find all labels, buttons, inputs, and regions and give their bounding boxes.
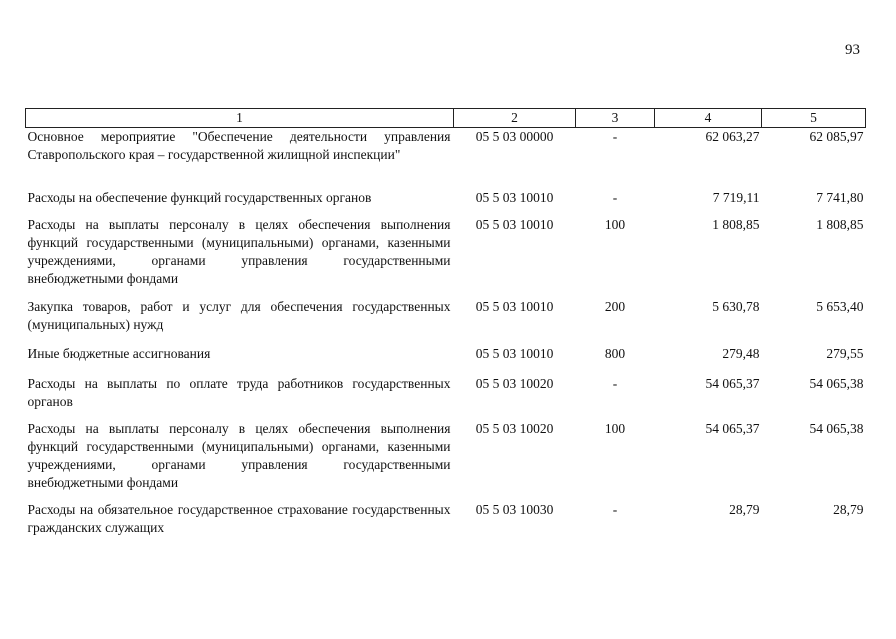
row-code: 05 5 03 00000 bbox=[475, 129, 554, 144]
row-value-1: 54 065,37 bbox=[705, 375, 760, 391]
row-code: 05 5 03 10010 bbox=[475, 345, 554, 361]
table-row bbox=[26, 501, 866, 541]
row-code: 05 5 03 10010 bbox=[475, 189, 554, 205]
row-expense-type: 100 bbox=[604, 420, 626, 436]
table-row bbox=[26, 375, 866, 420]
row-value-2: 5 653,40 bbox=[816, 298, 864, 314]
table-row bbox=[26, 128, 866, 189]
header-cell-3: 3 bbox=[576, 109, 655, 128]
row-name: Расходы на обеспечение функций государственных органов bbox=[27, 189, 372, 205]
row-value-2: 54 065,38 bbox=[809, 420, 864, 436]
table-row bbox=[26, 345, 866, 375]
header-row bbox=[26, 109, 866, 128]
row-expense-type: 800 bbox=[604, 345, 626, 361]
row-expense-type: 100 bbox=[604, 216, 626, 232]
row-value-1: 28,79 bbox=[729, 501, 760, 517]
row-name: Расходы на выплаты персоналу в целях обеспечения выполнения функций государственными (муниципальными) органами, казенными учреждениями, органами управления государственными внебюджетными фондами bbox=[27, 420, 451, 490]
table-row bbox=[26, 298, 866, 345]
row-value-1: 279,48 bbox=[722, 345, 760, 361]
header-cell-5: 5 bbox=[762, 109, 866, 128]
row-value-1: 54 065,37 bbox=[705, 420, 760, 436]
page-number: 93 bbox=[845, 42, 860, 58]
row-value-1: 1 808,85 bbox=[712, 216, 760, 232]
budget-table bbox=[25, 108, 866, 541]
row-expense-type: - bbox=[612, 375, 618, 391]
row-name: Расходы на обязательное государственное страхование государственных гражданских служащих bbox=[27, 501, 451, 535]
row-value-1: 62 063,27 bbox=[705, 129, 760, 144]
row-value-1: 7 719,11 bbox=[712, 189, 760, 205]
row-name: Закупка товаров, работ и услуг для обеспечения государственных (муниципальных) нужд bbox=[27, 298, 451, 332]
row-value-1: 5 630,78 bbox=[712, 298, 760, 314]
row-expense-type: - bbox=[612, 189, 618, 205]
row-value-2: 28,79 bbox=[833, 501, 864, 517]
row-code: 05 5 03 10010 bbox=[475, 216, 554, 232]
row-code: 05 5 03 10010 bbox=[475, 298, 554, 314]
row-expense-type: - bbox=[612, 129, 618, 144]
row-expense-type: 200 bbox=[604, 298, 626, 314]
row-value-2: 7 741,80 bbox=[816, 189, 864, 205]
header-cell-1: 1 bbox=[26, 109, 454, 128]
header-cell-2: 2 bbox=[454, 109, 576, 128]
header-cell-4: 4 bbox=[655, 109, 762, 128]
row-code: 05 5 03 10020 bbox=[475, 375, 554, 391]
table-row bbox=[26, 420, 866, 501]
row-value-2: 62 085,97 bbox=[809, 129, 864, 144]
row-name: Иные бюджетные ассигнования bbox=[27, 345, 211, 361]
row-value-2: 1 808,85 bbox=[816, 216, 864, 232]
row-name: Расходы на выплаты по оплате труда работников государственных органов bbox=[27, 375, 451, 409]
table-row bbox=[26, 189, 866, 216]
row-expense-type: - bbox=[612, 501, 618, 517]
row-name: Основное мероприятие "Обеспечение деятельности управления Ставропольского края – государственной жилищной инспекции" bbox=[27, 129, 451, 162]
row-value-2: 54 065,38 bbox=[809, 375, 864, 391]
row-name: Расходы на выплаты персоналу в целях обеспечения выполнения функций государственными (муниципальными) органами, казенными учреждениями, органами управления государственными внебюджетными фондами bbox=[27, 216, 451, 286]
table-row bbox=[26, 216, 866, 298]
row-code: 05 5 03 10030 bbox=[475, 501, 554, 517]
row-value-2: 279,55 bbox=[826, 345, 864, 361]
row-code: 05 5 03 10020 bbox=[475, 420, 554, 436]
